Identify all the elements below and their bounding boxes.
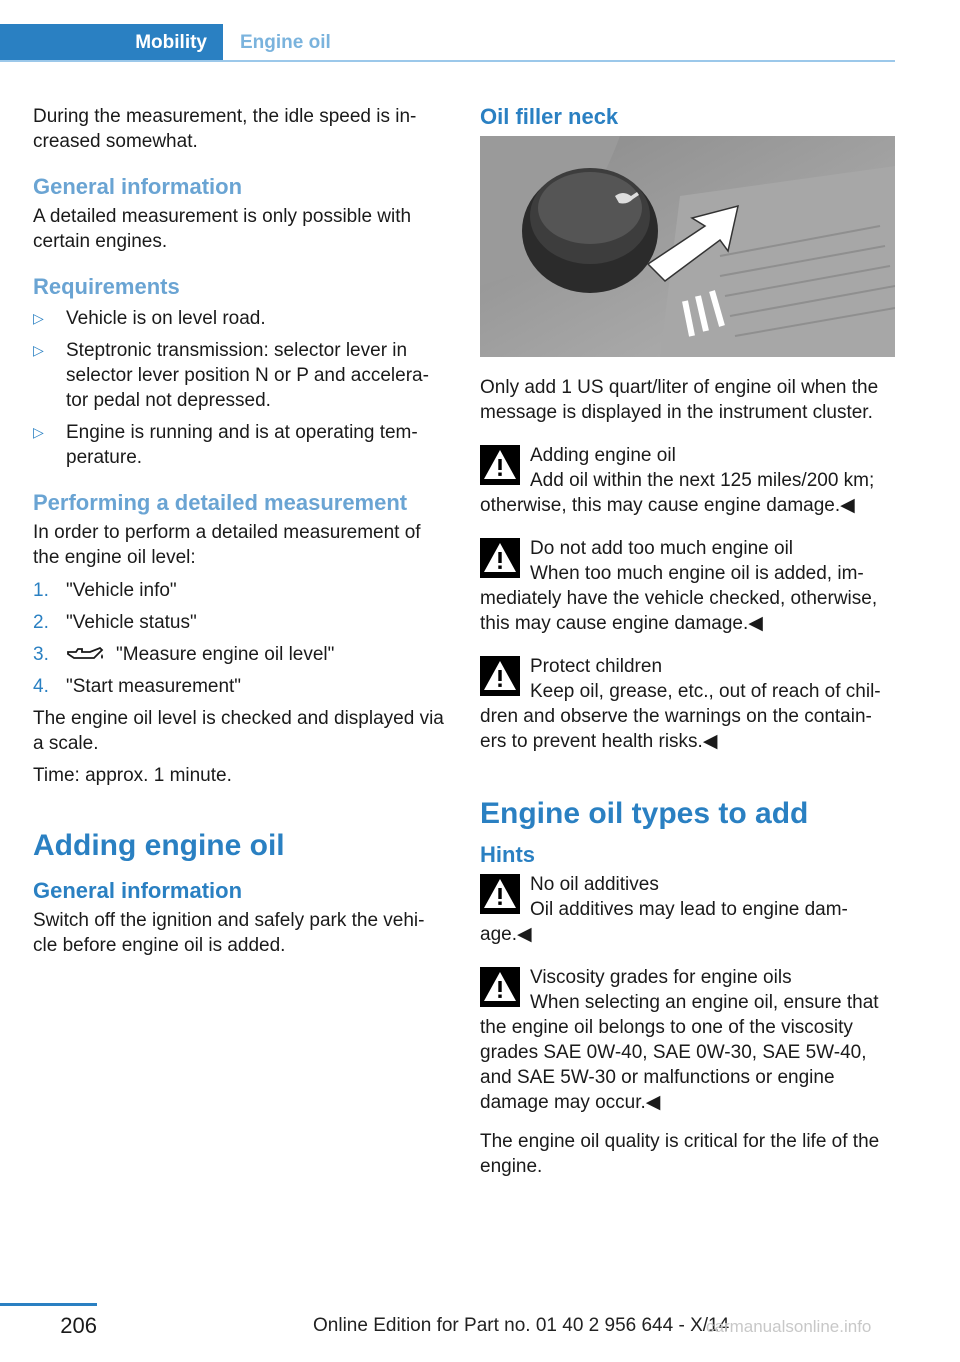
warning-body: Oil additives may lead to engine dam- age.◀ — [480, 899, 848, 945]
list-item: ▷ Steptronic transmission: selector lever in selector lever position N or P and accelera- tor pedal not depressed. — [33, 340, 429, 411]
list-item: ▷ Vehicle is on level road. — [33, 308, 266, 329]
warning-title: Adding engine oil — [530, 445, 676, 466]
oil-neck-text: Only add 1 US quart/liter of engine oil when the message is displayed in the instrument cluster. — [480, 377, 879, 423]
warning-triangle-icon — [480, 874, 520, 914]
tab-engine-oil[interactable]: Engine oil — [240, 32, 331, 53]
step-item: 3. "Measure engine oil level" — [33, 644, 335, 665]
adding-general-text: Switch off the ignition and safely park the vehi- cle before engine oil is added. — [33, 910, 425, 956]
oil-filler-neck-heading: Oil filler neck — [480, 104, 619, 129]
right-column — [480, 104, 895, 1186]
general-info-heading: General information — [33, 174, 243, 199]
triangle-right-icon: ▷ — [33, 310, 44, 326]
list-item: ▷ Engine is running and is at operating tem- perature. — [33, 422, 418, 468]
oil-filler-neck-photo — [480, 136, 895, 357]
steps-list — [33, 578, 448, 699]
step-item: 4. "Start measurement" — [33, 676, 242, 697]
requirements-heading: Requirements — [33, 274, 180, 299]
edition-text: Online Edition for Part no. 01 40 2 956 644 - X/14 — [313, 1315, 730, 1336]
requirements-list — [33, 306, 448, 470]
warning-triangle-icon — [480, 967, 520, 1007]
triangle-right-icon: ▷ — [33, 342, 44, 358]
page-number: 206 — [60, 1313, 97, 1338]
triangle-right-icon: ▷ — [33, 424, 44, 440]
warning-title: Do not add too much engine oil — [530, 538, 794, 559]
warning-viscosity — [480, 965, 895, 1115]
watermark: carmanualsonline.info — [706, 1317, 872, 1336]
warning-body: When selecting an engine oil, ensure that the engine oil belongs to one of the viscosity grades SAE 0W-40, SAE 0W-30, SAE 5W-40, and SAE 5W-30 or malfunctions or engine damage may occur.◀ — [480, 992, 879, 1113]
general-info-text: A detailed measurement is only possible with certain engines. — [33, 206, 412, 252]
warning-body: Add oil within the next 125 miles/200 km; otherwise, this may cause engine damage.◀ — [480, 470, 875, 516]
step-item: 2. "Vehicle status" — [33, 612, 197, 633]
warning-title: No oil additives — [530, 874, 659, 895]
warning-too-much-oil — [480, 536, 895, 636]
perform-measurement-text: In order to perform a detailed measurement of the engine oil level: — [33, 522, 421, 568]
left-column — [33, 104, 448, 965]
warning-triangle-icon — [480, 656, 520, 696]
adding-general-heading: General information — [33, 878, 243, 903]
header-rule — [0, 60, 895, 62]
warning-triangle-icon — [480, 538, 520, 578]
result-text: The engine oil level is checked and displayed via a scale. — [33, 708, 444, 754]
footer-rule — [0, 1303, 97, 1306]
warning-title: Protect children — [530, 656, 663, 677]
warning-body: Keep oil, grease, etc., out of reach of chil- dren and observe the warnings on the contain- ers to prevent health risks.◀ — [480, 681, 881, 752]
adding-oil-title: Adding engine oil — [33, 829, 285, 862]
warning-body: When too much engine oil is added, im- mediately have the vehicle checked, otherwise, this may cause engine damage.◀ — [480, 563, 878, 634]
warning-triangle-icon — [480, 445, 520, 485]
oil-can-icon — [66, 646, 106, 664]
warning-protect-children — [480, 654, 895, 754]
tab-mobility[interactable]: Mobility — [0, 24, 223, 62]
warning-adding-oil — [480, 443, 895, 518]
step-item: 1. "Vehicle info" — [33, 580, 177, 601]
page-header — [0, 24, 895, 62]
hints-heading: Hints — [480, 842, 535, 867]
time-text: Time: approx. 1 minute. — [33, 765, 232, 786]
closing-text: The engine oil quality is critical for the life of the engine. — [480, 1131, 880, 1177]
oil-types-title: Engine oil types to add — [480, 797, 809, 830]
perform-measurement-heading: Performing a detailed measurement — [33, 490, 408, 515]
warning-no-additives — [480, 872, 895, 947]
warning-title: Viscosity grades for engine oils — [530, 967, 792, 988]
intro-text: During the measurement, the idle speed is in- creased somewhat. — [33, 106, 417, 152]
